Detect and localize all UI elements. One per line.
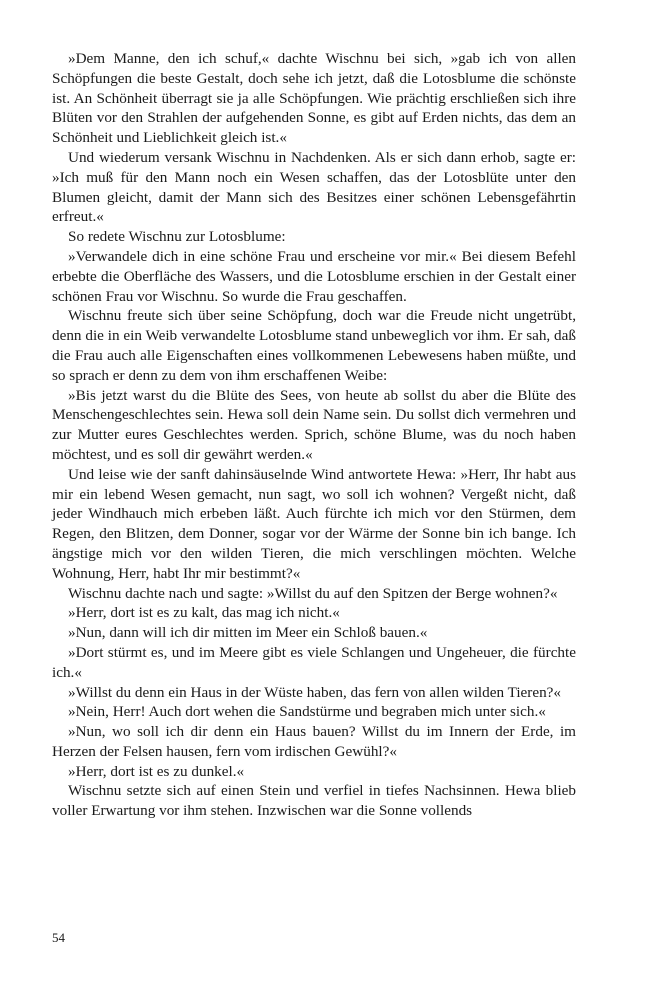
paragraph-12: »Willst du denn ein Haus in der Wüste haben, das fern von allen wilden Tieren?« (68, 683, 562, 701)
paragraph-14: »Nun, wo soll ich dir denn ein Haus bauen? Willst du im Innern der Erde, im Herzen der Felsen hausen, fern vom irdischen Gewühl?« (52, 723, 576, 760)
page-body (52, 49, 576, 821)
paragraph-1: »Dem Manne, den ich schuf,« dachte Wischnu bei sich, »gab ich von allen Schöpfungen die beste Gestalt, doch sehe ich jetzt, daß die Lotosblume die schönste ist. An Schönheit überragt sie ja alle Schöpfungen. Wie prächtig erschließen sich ihre Blüten vor den Strahlen der aufgehenden Sonne, es gibt auf Erden nichts, das dem an Schönheit und Lieblichkeit gleich ist.« (52, 50, 576, 147)
page-number: 54 (52, 930, 65, 945)
paragraph-4: »Verwandele dich in eine schöne Frau und erscheine vor mir.« Bei diesem Befehl erbebte die Oberfläche des Wassers, und die Lotosblume erschien in der Gestalt einer schönen Frau vor Wischnu. So wurde die Frau geschaffen. (52, 247, 576, 305)
paragraph-10: »Nun, dann will ich dir mitten im Meer ein Schloß bauen.« (68, 624, 428, 642)
paragraph-9: »Herr, dort ist es zu kalt, das mag ich nicht.« (68, 604, 340, 622)
paragraph-7: Und leise wie der sanft dahinsäuselnde Wind antwortete Hewa: »Herr, Ihr habt aus mir ein lebend Wesen gemacht, nun sagt, wo soll ich wohnen? Vergeßt nicht, daß jeder Windhauch mich erbeben läßt. Auch fürchte ich mich vor den Stürmen, dem Regen, den Blitzen, dem Donner, sogar vor der Wärme der Sonne bin ich bange. Ich ängstige mich vor den wilden Tieren, die mich verschlingen möchten. Welche Wohnung, Herr, habt Ihr mir bestimmt?« (52, 465, 576, 582)
paragraph-16: Wischnu setzte sich auf einen Stein und verfiel in tiefes Nachsinnen. Hewa blieb voller Erwartung vor ihm stehen. Inzwischen war die Sonne vollends (52, 782, 576, 820)
paragraph-15: »Herr, dort ist es zu dunkel.« (68, 762, 245, 780)
paragraph-2: Und wiederum versank Wischnu in Nachdenken. Als er sich dann erhob, sagte er: »Ich muß für den Mann noch ein Wesen schaffen, das der Lotosblüte unter den Blumen gleicht, damit der Mann sich des Besitzes einer schönen Lebensgefährtin erfreut.« (52, 148, 576, 226)
paragraph-13: »Nein, Herr! Auch dort wehen die Sandstürme und begraben mich unter sich.« (68, 703, 546, 721)
paragraph-11: »Dort stürmt es, und im Meere gibt es viele Schlangen und Ungeheuer, die fürchte ich.« (52, 643, 576, 681)
paragraph-8: Wischnu dachte nach und sagte: »Willst du auf den Spitzen der Berge wohnen?« (68, 584, 558, 602)
paragraph-5: Wischnu freute sich über seine Schöpfung, doch war die Freude nicht ungetrübt, denn die in ein Weib verwandelte Lotosblume stand unbeweglich vor ihm. Er sah, daß die Frau auch alle Eigenschaften eines vollkommenen Lebewesens haben müßte, und so sprach er denn zu dem von ihm erschaffenen Weibe: (52, 307, 576, 384)
paragraph-3: So redete Wischnu zur Lotosblume: (68, 228, 286, 246)
paragraph-6: »Bis jetzt warst du die Blüte des Sees, von heute ab sollst du aber die Blüte des Menschengeschlechtes sein. Hewa soll dein Name sein. Du sollst dich vermehren und zur Mutter eures Geschlechtes werden. Sprich, schöne Blume, was du noch haben möchtest, und es soll dir gewährt werden.« (52, 386, 576, 463)
